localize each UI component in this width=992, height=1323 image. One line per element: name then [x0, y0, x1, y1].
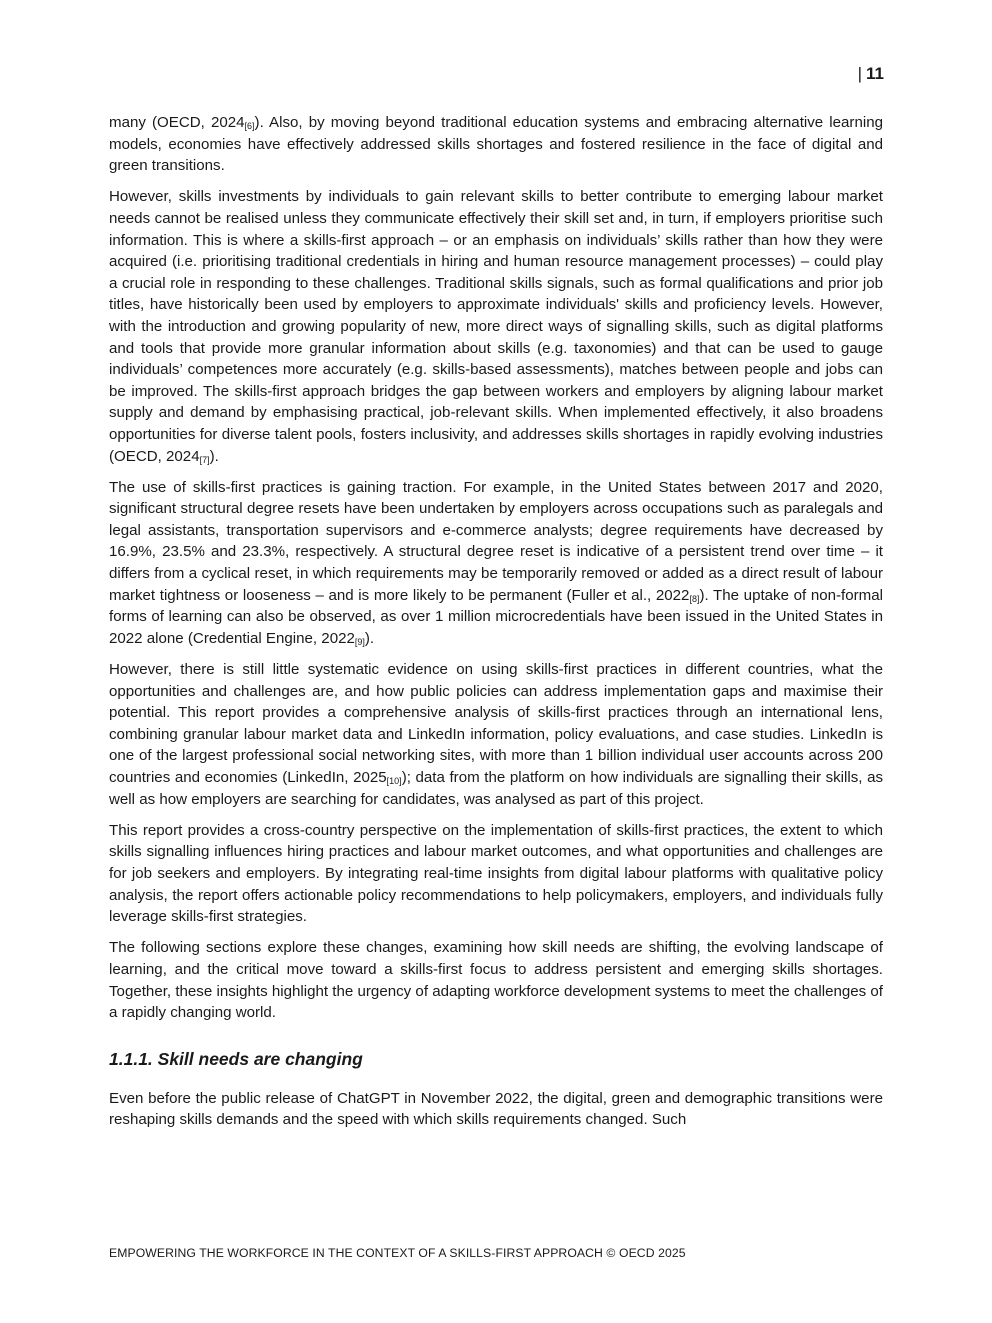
- body-paragraph: [109, 1088, 883, 1131]
- text-run: The following sections explore these changes, examining how skill needs are shifting, the evolving landscape of learning, and the critical move toward a skills-first focus to address persistent and emerging skills shortages. Together, these insights highlight the urgency of adapting workforce development systems to meet the challenges of a rapidly changing world.: [109, 939, 883, 1022]
- text-run: Even before the public release of ChatGPT in November 2022, the digital, green and demographic transitions were reshaping skills demands and the speed with which skills requirements changed. Such: [109, 1089, 883, 1129]
- body-paragraph: [109, 820, 883, 928]
- page-body: [109, 112, 883, 1141]
- citation-marker: [7]: [199, 454, 210, 465]
- text-run: The use of skills-first practices is gaining traction. For example, in the United States between 2017 and 2020, significant structural degree resets have been undertaken by employers across occupations such as paralegals and legal assistants, transportation supervisors and e-commerce analysts; degree requirements have decreased by 16.9%, 23.5% and 23.3%, respectively. A structural degree reset is indicative of a persistent trend over time – it differs from a cyclical reset, in which requirements may be temporarily removed or added as a direct result of labour market tightness or looseness – and is more likely to be permanent (Fuller et al., 2022: [109, 478, 883, 604]
- page-footer: EMPOWERING THE WORKFORCE IN THE CONTEXT OF A SKILLS-FIRST APPROACH © OECD 2025: [109, 1246, 686, 1260]
- section-paragraphs: [109, 1088, 883, 1131]
- body-paragraph: [109, 937, 883, 1023]
- page-header: [858, 64, 884, 84]
- body-paragraph: [109, 659, 883, 810]
- citation-marker: [6]: [244, 121, 255, 131]
- page-number: 11: [866, 64, 884, 83]
- body-paragraph: [109, 112, 883, 177]
- text-run: ); data from the platform on how individuals are signalling their skills, as well as how employers are searching for candidates, was analysed as part of this project.: [109, 769, 884, 808]
- citation-marker: [8]: [689, 593, 700, 604]
- header-separator: |: [857, 64, 863, 83]
- intro-paragraphs: [109, 112, 883, 1024]
- text-run: ).: [209, 447, 219, 465]
- citation-marker: [9]: [354, 636, 365, 647]
- text-run: ).: [364, 629, 375, 647]
- body-paragraph: [109, 186, 883, 467]
- text-run: This report provides a cross-country perspective on the implementation of skills-first practices, the extent to which skills signalling influences hiring practices and labour market outcomes, and what opportunities and challenges are for job seekers and employers. By integrating real-time insights from digital labour platforms with qualitative policy analysis, the report offers actionable policy recommendations to help policymakers, employers, and individuals fully leverage skills-first strategies.: [109, 821, 883, 926]
- citation-marker: [10]: [386, 776, 402, 786]
- text-run: However, there is still little systematic evidence on using skills-first practices in different countries, what the opportunities and challenges are, and how public policies can address implementation gaps and maximise their potential. This report provides a comprehensive analysis of skills-first practices through an international lens, combining granular labour market data and LinkedIn information, policy evaluations, and case studies. LinkedIn is one of the largest professional social networking sites, with more than 1 billion individual user accounts across 200 countries and economies (LinkedIn, 2025: [109, 661, 883, 786]
- text-run: However, skills investments by individuals to gain relevant skills to better contribute to emerging labour market needs cannot be realised unless they communicate effectively their skill set and, in turn, if employers prioritise such information. This is where a skills-first approach – or an emphasis on individuals’ skills rather than how they were acquired (i.e. prioritising traditional credentials in hiring and human resource management processes) – could play a crucial role in responding to these challenges. Traditional skills signals, such as formal qualifications and prior job titles, have historically been used by employers to approximate individuals' skills and proficiency levels. However, with the introduction and growing popularity of new, more direct ways of signalling skills, such as digital platforms and tools that provide more granular information about skills (e.g. taxonomies) and that can be used to gauge individuals’ competences more accurately (e.g. skills-based assessments), matches between people and jobs can be improved. The skills-first approach bridges the gap between workers and employers by aligning labour market supply and demand by emphasising practical, job-relevant skills. When implemented effectively, it also broadens opportunities for diverse talent pools, fosters inclusivity, and addresses skills shortages in rapidly evolving industries (OECD, 2024: [109, 188, 883, 465]
- text-run: ). The uptake of non-formal forms of learning can also be observed, as over 1 million microcredentials have been issued in the United States in 2022 alone (Credential Engine, 2022: [109, 586, 883, 647]
- text-run: many (OECD, 2024: [109, 114, 245, 131]
- text-run: ). Also, by moving beyond traditional education systems and embracing alternative learning models, economies have effectively addressed skills shortages and fostered resilience in the face of digital and green transitions.: [109, 114, 883, 175]
- body-paragraph: [109, 477, 883, 650]
- section-heading: 1.1.1. Skill needs are changing: [109, 1048, 363, 1069]
